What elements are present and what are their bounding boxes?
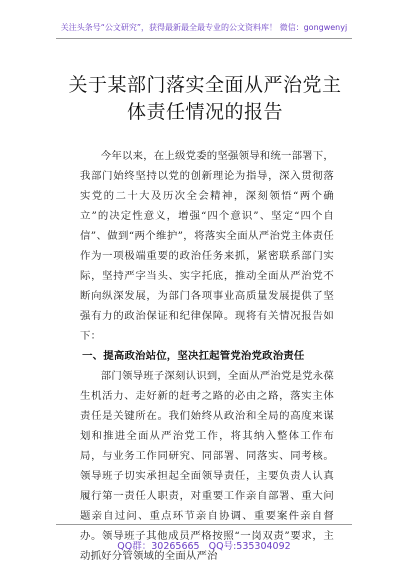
footer-contact [0,538,408,552]
qq-group-text: QQ群：30265665 [117,541,200,552]
document-body [80,146,334,566]
header-note: 关注头条号“公文研究”，获得最新最全最专业的公文资料库！ 微信：gongwenyj [60,23,348,32]
page-header [0,0,408,44]
intro-paragraph: 今年以来，在上级党委的坚强领导和统一部署下，我部门始终坚持以党的创新理论为指导，深入贯彻落实党的二十大及历次全会精神，深刻领悟“两个确立”的决定性意义，增强“四个意识”、坚定“四个自信”、做到“两个维护”，将落实全面从严治党主体责任作为一项极端重要的政治任务来抓，紧密联系部门实际，坚持严字当头、实字托底，推动全面从严治党不断向纵深发展，为部门各项事业高质量发展提供了坚强有力的政治保证和纪律保障。现将有关情况报告如下： [80,150,334,342]
section-heading-1: 一、提高政治站位，坚决扛起管党治党政治责任 [82,350,305,362]
footer-divider [56,524,352,525]
page-footer [0,524,408,580]
document-title: 关于某部门落实全面从严治党主体责任情况的报告 [68,74,342,123]
header-divider [56,38,352,39]
qq-number-text: QQ号:535304092 [208,541,291,552]
section-1-paragraph: 部门领导班子深刻认识到，全面从严治党是党永葆生机活力、走好新的赶考之路的必由之路，落实主体责任是关键所在。我们始终从政治和全局的高度来谋划和推进全面从严治党工作，将其纳入整体工作布局，与业务工作同研究、同部署、同落实、同考核。领导班子切实承担起全面领导责任，主要负责人认真履行第一责任人职责，对重要工作亲自部署、重大问题亲自过问、重点环节亲自协调、重要案件亲自督办。领导班子其他成员严格按照“一岗双责”要求，主动抓好分管领域的全面从严治 [80,370,334,562]
